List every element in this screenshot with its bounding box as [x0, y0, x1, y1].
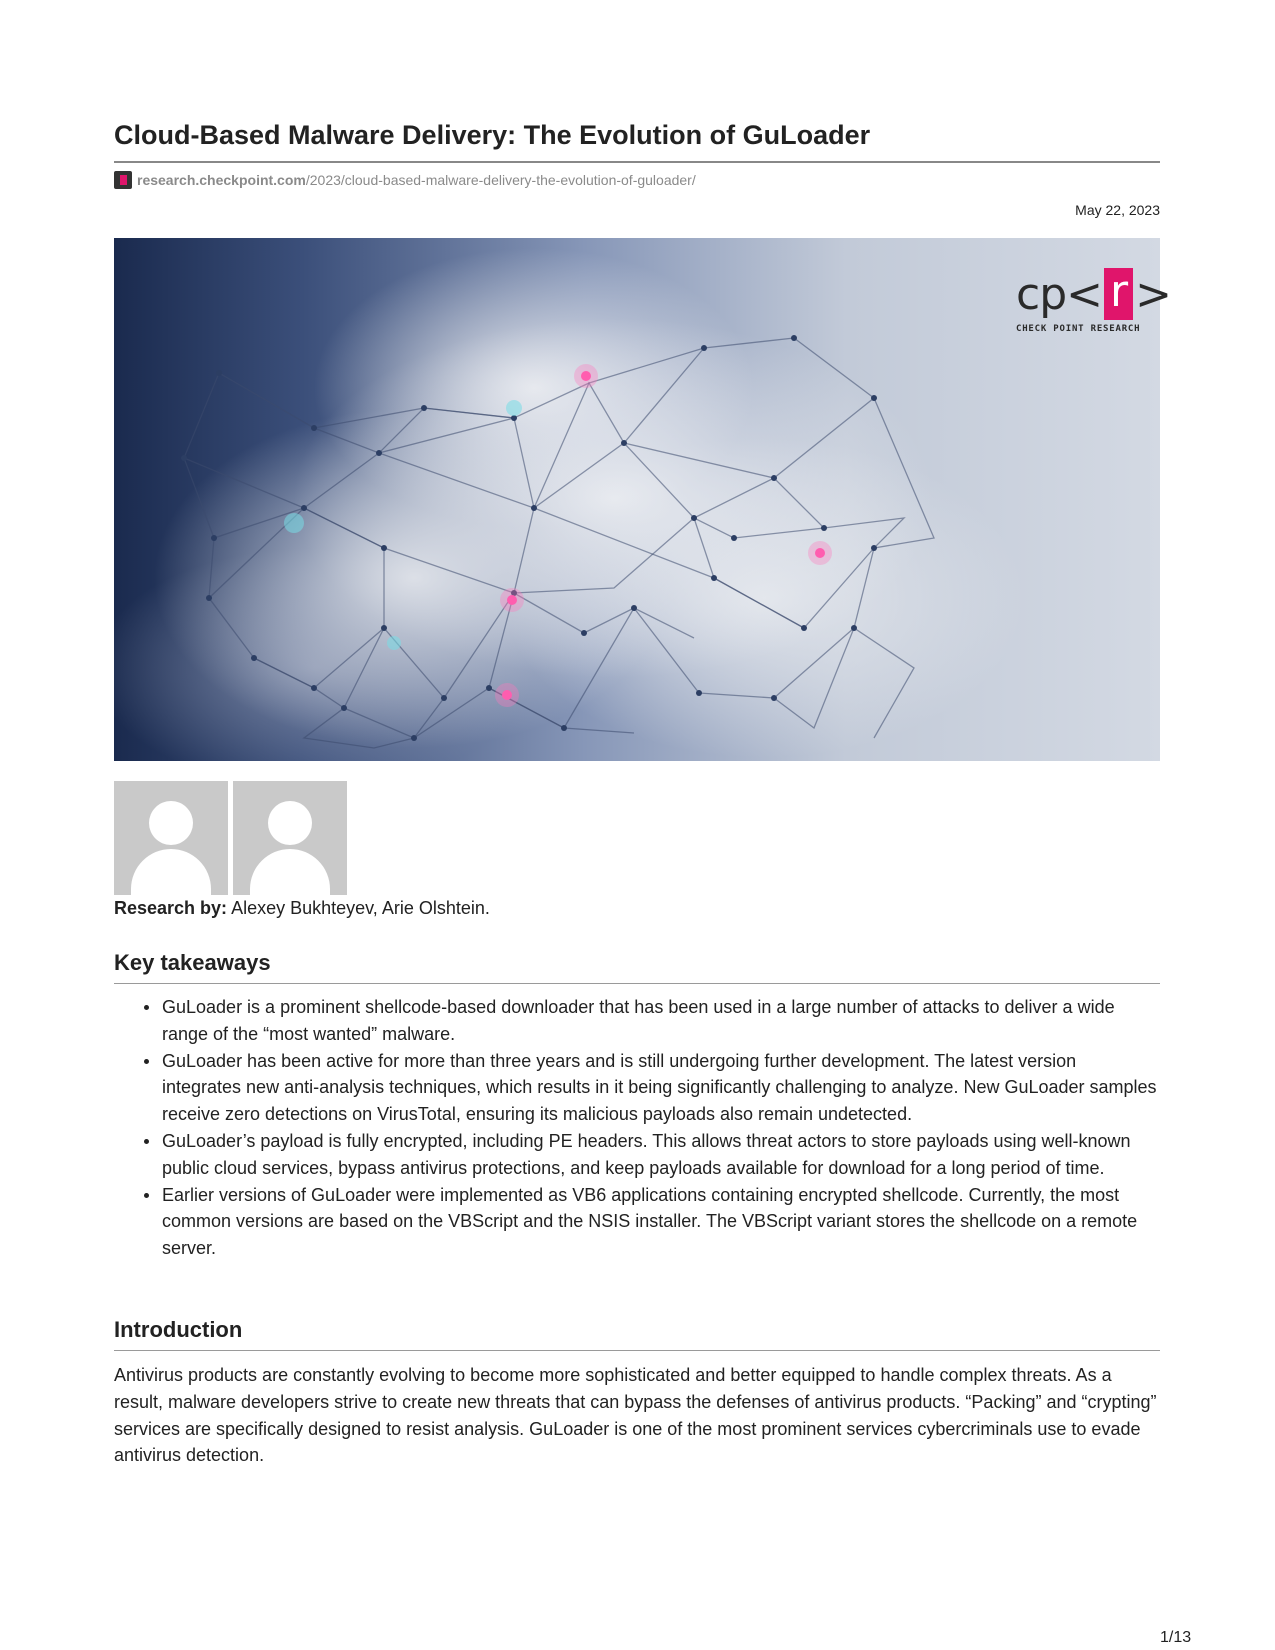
- introduction-heading: Introduction: [114, 1317, 243, 1342]
- checkpoint-favicon-icon: [114, 171, 132, 189]
- page-title: Cloud-Based Malware Delivery: The Evolution of GuLoader: [114, 120, 871, 150]
- network-mesh-graphic: [114, 238, 1160, 761]
- list-item: Earlier versions of GuLoader were implemented as VB6 applications containing encrypted shellcode. Currently, the most common versions are based on the VBScript and the NSIS installer. The VBScript variant stores the shellcode on a remote server.: [162, 1182, 1160, 1262]
- byline-authors: Alexey Bukhteyev, Arie Olshtein.: [227, 898, 490, 918]
- author-avatars: [114, 781, 347, 895]
- publish-date: May 22, 2023: [1075, 202, 1160, 218]
- key-takeaways-divider: [114, 983, 1160, 984]
- logo-text-r: r: [1104, 268, 1133, 320]
- page-number: 1/13: [1160, 1629, 1192, 1646]
- hero-image: [114, 238, 1171, 761]
- key-takeaways-heading: Key takeaways: [114, 950, 271, 975]
- list-item: GuLoader is a prominent shellcode-based downloader that has been used in a large number of attacks to deliver a wide range of the “most wanted” malware.: [162, 994, 1160, 1048]
- avatar-placeholder-icon: [233, 781, 347, 895]
- list-item: GuLoader’s payload is fully encrypted, including PE headers. This allows threat actors to store payloads using well-known public cloud services, bypass antivirus protections, and keep payloads available for download for a long period of time.: [162, 1128, 1160, 1182]
- introduction-paragraph: Antivirus products are constantly evolving to become more sophisticated and better equipped to handle complex threats. As a result, malware developers strive to create new threats that can bypass the defenses of antivirus products. “Packing” and “crypting” services are specifically designed to resist analysis. GuLoader is one of the most prominent services cybercriminals use to evade antivirus detection.: [114, 1365, 1157, 1466]
- list-item: GuLoader has been active for more than three years and is still undergoing further development. The latest version integrates new anti-analysis techniques, which results in it being significantly challenging to analyze. New GuLoader samples receive zero detections on VirusTotal, ensuring its malicious payloads also remain undetected.: [162, 1048, 1160, 1128]
- logo-subtitle: CHECK POINT RESEARCH: [1016, 324, 1141, 334]
- key-takeaways-list: [114, 994, 1160, 1262]
- source-domain[interactable]: research.checkpoint.com: [137, 172, 306, 188]
- title-divider: [114, 161, 1160, 163]
- checkpoint-research-logo: [1016, 266, 1171, 334]
- logo-text-right: >: [1135, 268, 1171, 320]
- source-link[interactable]: [114, 171, 696, 189]
- byline-label: Research by:: [114, 898, 228, 918]
- avatar-placeholder-icon: [114, 781, 228, 895]
- introduction-divider: [114, 1350, 1160, 1351]
- source-path[interactable]: /2023/cloud-based-malware-delivery-the-evolution-of-guloader/: [305, 172, 696, 188]
- byline: [114, 897, 490, 919]
- logo-text-left: cp<: [1016, 268, 1102, 320]
